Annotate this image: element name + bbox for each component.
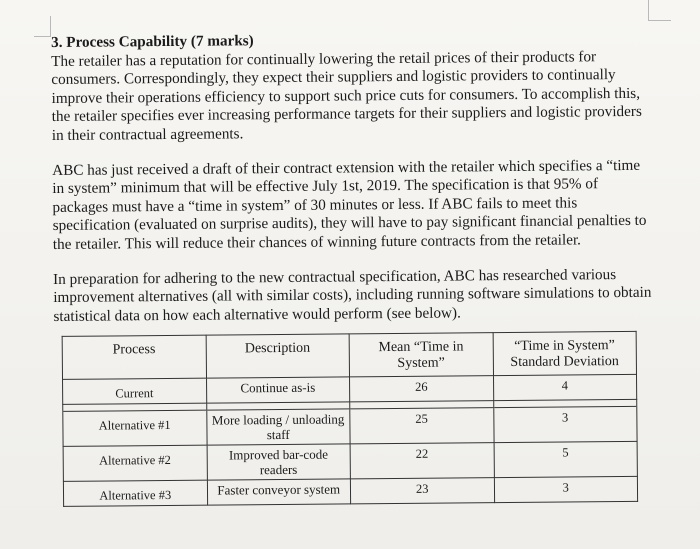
row-description: Continue as-is bbox=[206, 377, 350, 403]
row-mean: 26 bbox=[350, 376, 494, 402]
row-description: Faster conveyor system bbox=[207, 479, 351, 505]
header-sd: “Time in System” Standard Deviation bbox=[493, 332, 637, 376]
row-mean: 25 bbox=[350, 408, 494, 444]
row-sd: 5 bbox=[494, 442, 638, 478]
table-header-row bbox=[62, 332, 636, 380]
crop-mark-right bbox=[648, 0, 671, 21]
row-description: Improved bar-code readers bbox=[207, 444, 351, 480]
header-process: Process bbox=[62, 335, 206, 379]
row-process: Alternative #2 bbox=[63, 445, 207, 481]
table-row bbox=[63, 407, 637, 447]
row-description: More loading / unloading staff bbox=[206, 409, 350, 445]
row-sd: 3 bbox=[493, 407, 637, 443]
row-process: Current bbox=[63, 378, 207, 404]
row-sd: 3 bbox=[494, 477, 638, 503]
row-process: Alternative #1 bbox=[63, 410, 207, 446]
row-mean: 22 bbox=[350, 443, 494, 479]
row-process: Alternative #3 bbox=[63, 480, 207, 506]
question-title: 3. Process Capability (7 marks) bbox=[51, 32, 254, 51]
header-mean: Mean “Time in System” bbox=[349, 333, 493, 377]
table-row bbox=[63, 442, 637, 482]
header-description: Description bbox=[206, 334, 350, 378]
table-row bbox=[63, 477, 637, 507]
paragraph-1: The retailer has a reputation for continually lowering the retail prices of their products for consumers. Correspondingly, they expect their suppliers and logistic providers to continually improve their operations efficiency to support such price cuts for consumers. To accomplish this, the retailer specifies ever increasing performance targets for their suppliers and logistic providers in their contractual agreements. bbox=[51, 47, 642, 144]
row-sd: 4 bbox=[493, 375, 637, 401]
paragraph-2: ABC has just received a draft of their contract extension with the retailer which specifies a “time in system” minimum that will be effective July 1st, 2019. The specification is that 95% of packages must have a “time in system” of 30 minutes or less. If ABC fails to meet this specification (evaluated on surprise audits), they will have to pay significant financial penalties to the retailer. This will reduce their chances of winning future contracts from the retailer. bbox=[52, 156, 647, 253]
paragraph-3: In preparation for adhering to the new contractual specification, ABC has researched various improvement alternatives (all with similar costs), including running software simulations to obtain statistical data on how each alternative would perform (see below). bbox=[53, 265, 652, 325]
crop-mark-left bbox=[34, 16, 51, 37]
row-mean: 23 bbox=[350, 478, 494, 504]
question-content bbox=[51, 29, 655, 508]
alternatives-table bbox=[62, 331, 638, 507]
